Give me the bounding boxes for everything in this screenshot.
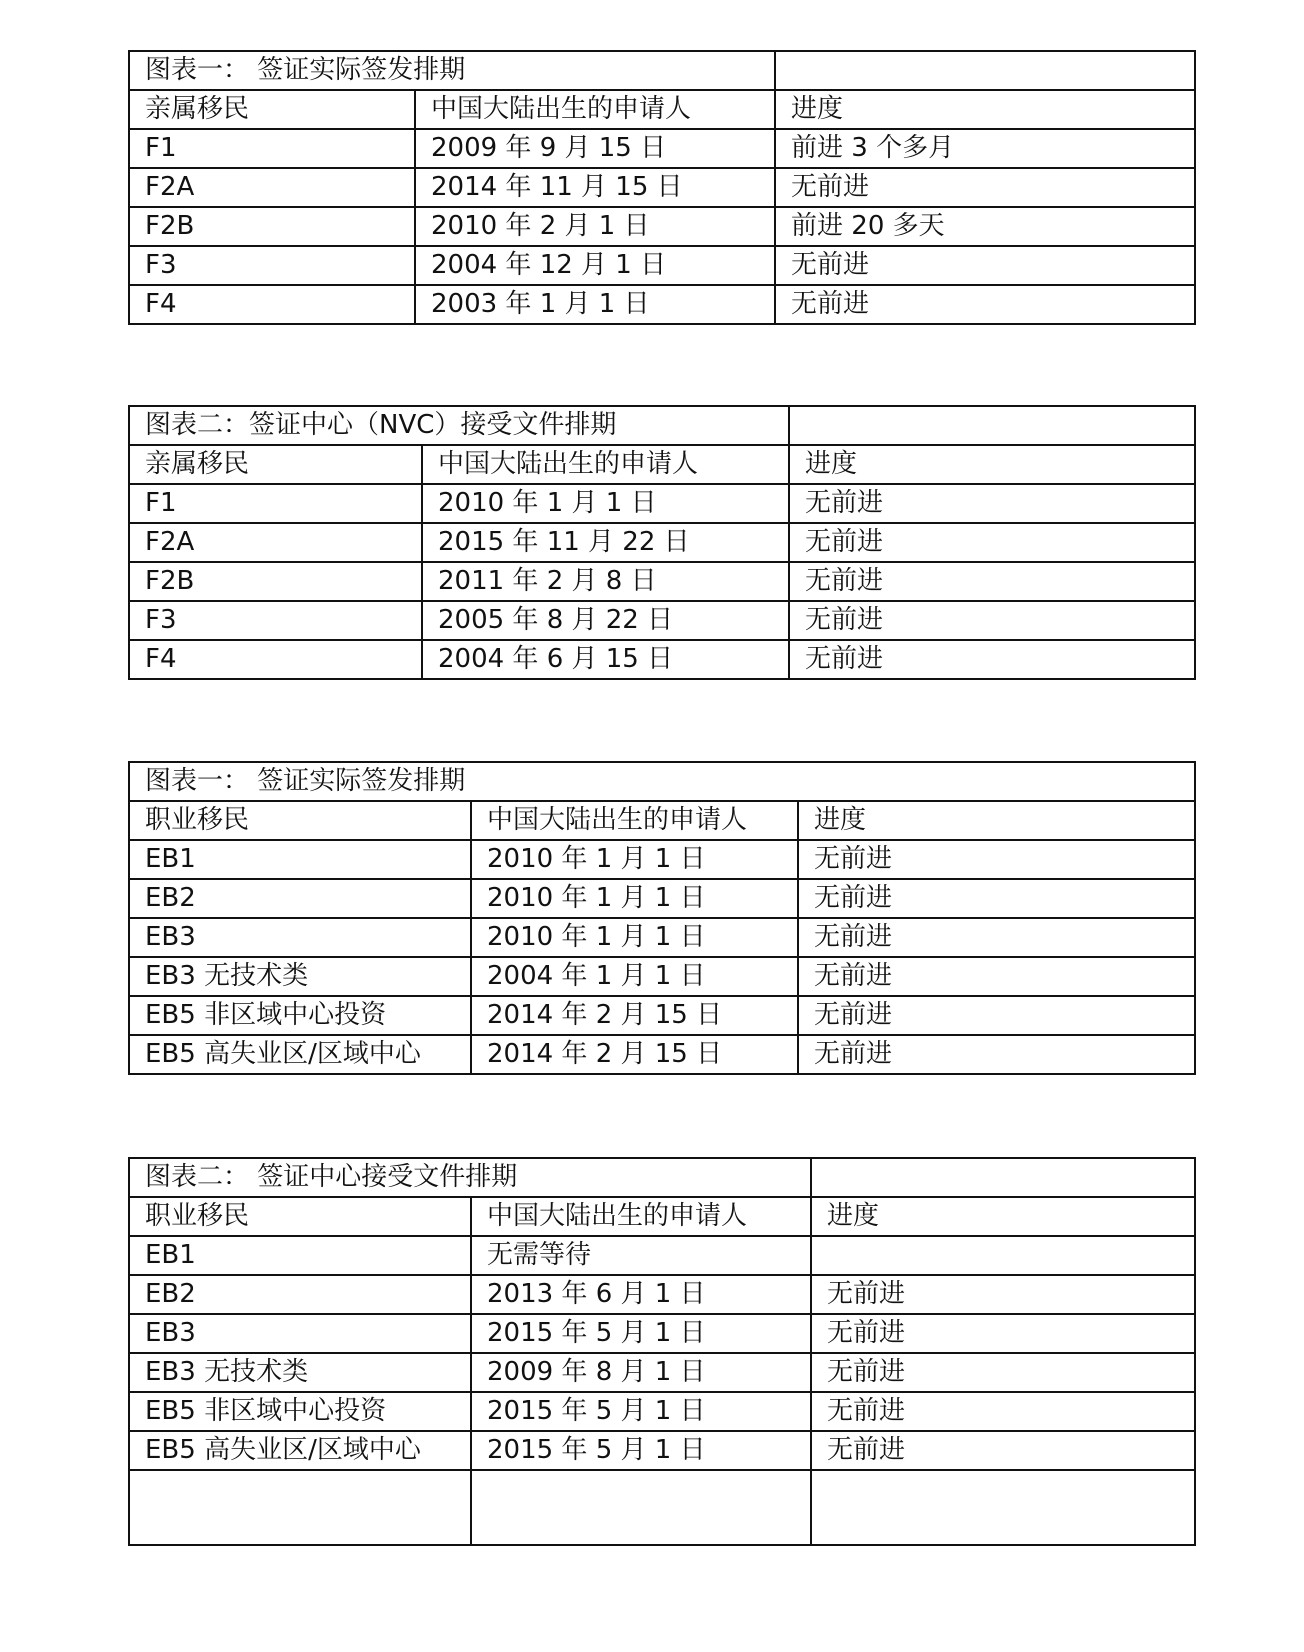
table-cell: 2004 年 1 月 1 日 xyxy=(471,957,798,996)
table-cell xyxy=(789,406,1195,445)
table-title: 图表二： 签证中心接受文件排期 xyxy=(129,1158,811,1197)
table-cell: 2010 年 1 月 1 日 xyxy=(471,840,798,879)
table-cell: EB1 xyxy=(129,1236,471,1275)
table-cell: 无前进 xyxy=(811,1275,1195,1314)
column-header: 中国大陆出生的申请人 xyxy=(471,1197,811,1236)
table-cell: F3 xyxy=(129,601,422,640)
table-cell: 2004 年 6 月 15 日 xyxy=(422,640,789,679)
table-cell: 2010 年 2 月 1 日 xyxy=(415,207,775,246)
table-cell: 2009 年 8 月 1 日 xyxy=(471,1353,811,1392)
table-row xyxy=(129,1314,1195,1353)
table-cell: 2011 年 2 月 8 日 xyxy=(422,562,789,601)
table-cell: 无前进 xyxy=(775,168,1195,207)
table-cell: EB5 高失业区/区域中心 xyxy=(129,1035,471,1074)
table-row xyxy=(129,1392,1195,1431)
table-cell xyxy=(471,1470,811,1545)
table-cell: 无前进 xyxy=(775,246,1195,285)
table-title-row xyxy=(129,406,1195,445)
table-cell: 2014 年 2 月 15 日 xyxy=(471,996,798,1035)
table-cell: EB3 xyxy=(129,1314,471,1353)
table-row xyxy=(129,523,1195,562)
table-title: 图表二：签证中心（NVC）接受文件排期 xyxy=(129,406,789,445)
table-cell: 无前进 xyxy=(789,484,1195,523)
table-cell: 2004 年 12 月 1 日 xyxy=(415,246,775,285)
table-row xyxy=(129,601,1195,640)
table-cell: 无前进 xyxy=(798,1035,1195,1074)
table-cell xyxy=(775,51,1195,90)
table-row xyxy=(129,840,1195,879)
table-cell: EB2 xyxy=(129,879,471,918)
table-row xyxy=(129,168,1195,207)
table-cell: EB5 非区域中心投资 xyxy=(129,1392,471,1431)
table-row xyxy=(129,1236,1195,1275)
table-cell: EB1 xyxy=(129,840,471,879)
table-row xyxy=(129,957,1195,996)
column-header: 亲属移民 xyxy=(129,445,422,484)
table-cell: F2B xyxy=(129,207,415,246)
table-row xyxy=(129,1470,1195,1545)
table-cell: 无前进 xyxy=(789,523,1195,562)
table-cell: 2014 年 2 月 15 日 xyxy=(471,1035,798,1074)
table-row xyxy=(129,484,1195,523)
table-cell xyxy=(811,1236,1195,1275)
column-header: 进度 xyxy=(789,445,1195,484)
family-nvc-filing-table xyxy=(128,405,1196,680)
table-row xyxy=(129,1353,1195,1392)
table-row xyxy=(129,918,1195,957)
column-header: 进度 xyxy=(775,90,1195,129)
column-header: 进度 xyxy=(811,1197,1195,1236)
table-row xyxy=(129,1431,1195,1470)
table-cell: F2A xyxy=(129,168,415,207)
table-cell: 无前进 xyxy=(811,1431,1195,1470)
table-cell: F2A xyxy=(129,523,422,562)
table-cell: 2010 年 1 月 1 日 xyxy=(471,879,798,918)
table-row xyxy=(129,207,1195,246)
table-cell: 无前进 xyxy=(789,562,1195,601)
table-cell: 2014 年 11 月 15 日 xyxy=(415,168,775,207)
table-cell: F1 xyxy=(129,129,415,168)
table-cell: EB5 非区域中心投资 xyxy=(129,996,471,1035)
employment-visa-bulletin-table xyxy=(128,761,1196,1075)
table-cell: EB2 xyxy=(129,1275,471,1314)
table-cell: 无前进 xyxy=(789,601,1195,640)
table-row xyxy=(129,640,1195,679)
table-title: 图表一： 签证实际签发排期 xyxy=(129,762,1195,801)
family-visa-bulletin-table xyxy=(128,50,1196,325)
table-row xyxy=(129,1035,1195,1074)
table-cell: 无需等待 xyxy=(471,1236,811,1275)
column-header: 中国大陆出生的申请人 xyxy=(422,445,789,484)
table-cell: 2010 年 1 月 1 日 xyxy=(422,484,789,523)
table-cell: EB3 无技术类 xyxy=(129,1353,471,1392)
table-header-row xyxy=(129,1197,1195,1236)
column-header: 中国大陆出生的申请人 xyxy=(471,801,798,840)
table-cell: 2003 年 1 月 1 日 xyxy=(415,285,775,324)
table-cell: 无前进 xyxy=(798,996,1195,1035)
table-header-row xyxy=(129,445,1195,484)
table-cell: 2009 年 9 月 15 日 xyxy=(415,129,775,168)
table-cell: 无前进 xyxy=(798,879,1195,918)
table-title: 图表一： 签证实际签发排期 xyxy=(129,51,775,90)
table-cell: 无前进 xyxy=(811,1392,1195,1431)
table-cell: 2013 年 6 月 1 日 xyxy=(471,1275,811,1314)
table-cell: F2B xyxy=(129,562,422,601)
table-cell: 2005 年 8 月 22 日 xyxy=(422,601,789,640)
table-cell: 2015 年 5 月 1 日 xyxy=(471,1314,811,1353)
table-cell: 无前进 xyxy=(811,1314,1195,1353)
table-cell: F1 xyxy=(129,484,422,523)
table-row xyxy=(129,562,1195,601)
table-row xyxy=(129,246,1195,285)
table-cell: EB5 高失业区/区域中心 xyxy=(129,1431,471,1470)
table-row xyxy=(129,285,1195,324)
table-cell: F4 xyxy=(129,640,422,679)
table-cell: F4 xyxy=(129,285,415,324)
table-cell: 无前进 xyxy=(811,1353,1195,1392)
column-header: 职业移民 xyxy=(129,801,471,840)
table-cell: 无前进 xyxy=(798,918,1195,957)
table-cell: F3 xyxy=(129,246,415,285)
table-row xyxy=(129,996,1195,1035)
table-cell: 前进 20 多天 xyxy=(775,207,1195,246)
column-header: 进度 xyxy=(798,801,1195,840)
table-cell: 2015 年 5 月 1 日 xyxy=(471,1392,811,1431)
table-cell: EB3 xyxy=(129,918,471,957)
table-cell: 2010 年 1 月 1 日 xyxy=(471,918,798,957)
table-cell: 2015 年 5 月 1 日 xyxy=(471,1431,811,1470)
table-cell xyxy=(811,1470,1195,1545)
table-header-row xyxy=(129,801,1195,840)
table-row xyxy=(129,129,1195,168)
table-title-row xyxy=(129,1158,1195,1197)
table-row xyxy=(129,1275,1195,1314)
table-cell: 无前进 xyxy=(798,957,1195,996)
column-header: 亲属移民 xyxy=(129,90,415,129)
table-cell xyxy=(811,1158,1195,1197)
table-cell: 无前进 xyxy=(775,285,1195,324)
table-cell: EB3 无技术类 xyxy=(129,957,471,996)
table-cell xyxy=(129,1470,471,1545)
table-title-row xyxy=(129,762,1195,801)
column-header: 中国大陆出生的申请人 xyxy=(415,90,775,129)
table-title-row xyxy=(129,51,1195,90)
employment-nvc-filing-table xyxy=(128,1157,1196,1546)
table-cell: 前进 3 个多月 xyxy=(775,129,1195,168)
table-cell: 无前进 xyxy=(798,840,1195,879)
table-row xyxy=(129,879,1195,918)
table-cell: 无前进 xyxy=(789,640,1195,679)
column-header: 职业移民 xyxy=(129,1197,471,1236)
table-header-row xyxy=(129,90,1195,129)
table-cell: 2015 年 11 月 22 日 xyxy=(422,523,789,562)
